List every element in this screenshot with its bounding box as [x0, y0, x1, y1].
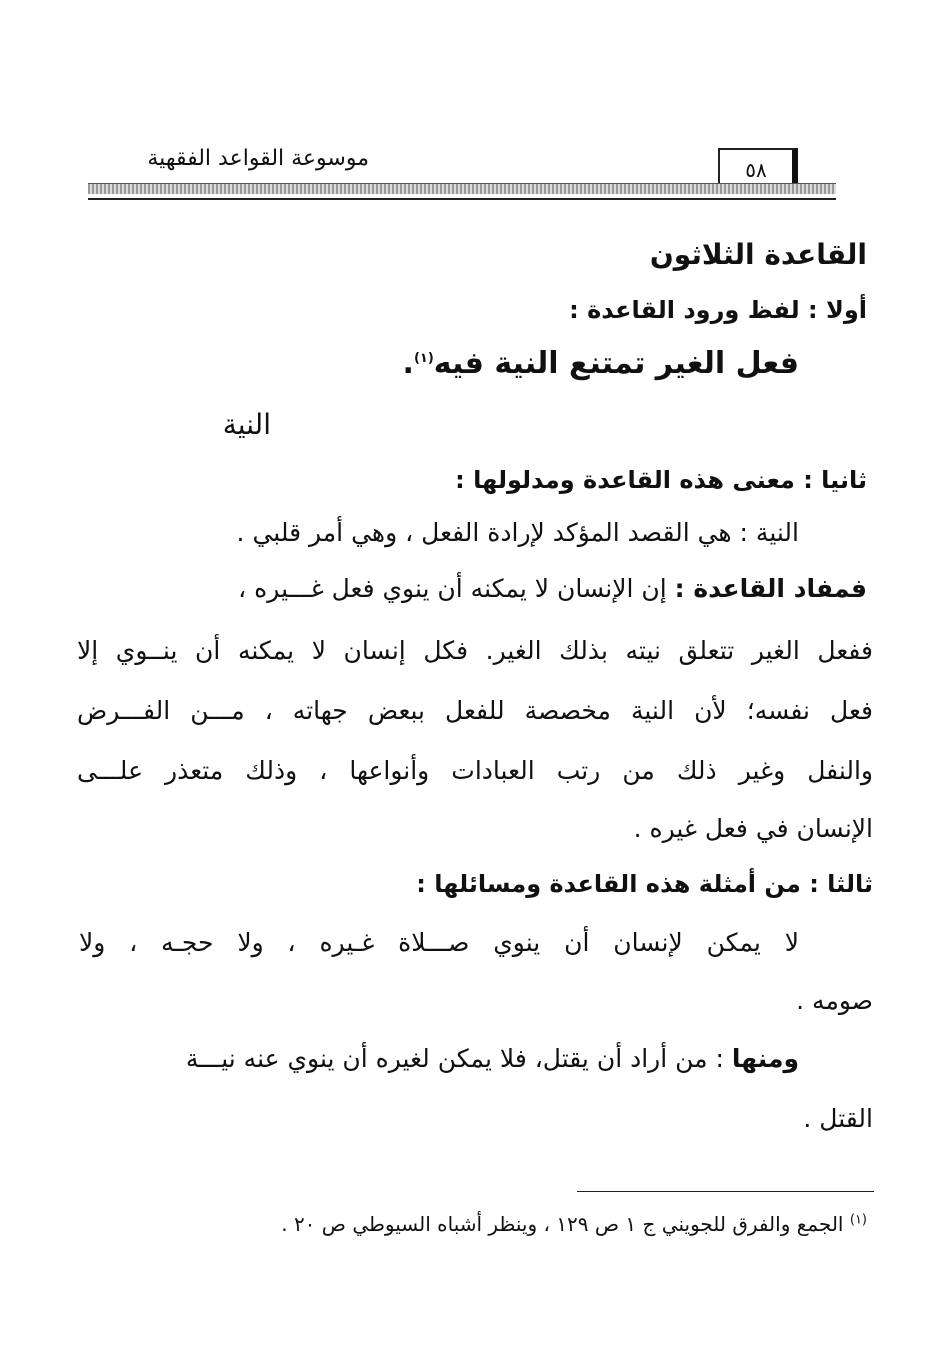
header-rule	[88, 198, 836, 200]
example-line: صومه .	[796, 986, 873, 1015]
niyya-definition: النية : هي القصد المؤكد لإرادة الفعل ، وهي أمر قلبي .	[236, 518, 799, 547]
mufad-line	[179, 574, 867, 603]
mufad-text: إن الإنسان لا يمكنه أن ينوي فعل غـــيره ،	[238, 574, 667, 603]
footnote-ref: (١)	[413, 351, 434, 366]
page-number: ٥٨	[745, 158, 767, 182]
mufad-label: فمفاد القاعدة :	[674, 574, 867, 603]
section-heading-3: ثالثا : من أمثلة هذه القاعدة ومسائلها :	[416, 870, 873, 898]
paragraph-line: والنفل وغير ذلك من رتب العبادات وأنواعها ، وذلك متعذر علـــى	[77, 756, 873, 785]
paragraph-line: فعل نفسه؛ لأن النية مخصصة للفعل ببعض جهاته ، مـــن الفـــرض	[77, 696, 873, 725]
paragraph-line: الإنسان في فعل غيره .	[633, 814, 873, 843]
example-line: القتل .	[803, 1104, 873, 1133]
rule-text: فعل الغير تمتنع النية فيه	[433, 346, 799, 381]
example-text: : من أراد أن يقتل، فلا يمكن لغيره أن ينوي عنه نيـــة	[185, 1044, 724, 1073]
footnote-mark: (١)	[849, 1212, 867, 1228]
header-decorative-band	[88, 183, 836, 194]
example-line	[79, 1044, 799, 1073]
rule-end: .	[402, 346, 414, 381]
running-header-title: موسوعة القواعد الفقهية	[147, 146, 369, 171]
rule-statement	[403, 346, 799, 381]
section-heading-1: أولا : لفظ ورود القاعدة :	[569, 296, 867, 324]
example-line: لا يمكن لإنسان أن ينوي صـــلاة غـيره ، ولا حجـه ، ولا	[79, 928, 799, 957]
rule-title: القاعدة الثلاثون	[649, 238, 867, 271]
paragraph-line: ففعل الغير تتعلق نيته بذلك الغير. فكل إنسان لا يمكنه أن ينــوي إلا	[77, 636, 873, 665]
footnote-text: الجمع والفرق للجويني ج ١ ص ١٢٩ ، وينظر أشباه السيوطي ص ٢٠ .	[281, 1212, 844, 1236]
footnote	[281, 1212, 867, 1236]
stray-word: النية	[222, 408, 271, 441]
footnote-rule	[577, 1191, 874, 1192]
example-label: ومنها	[731, 1044, 799, 1073]
section-heading-2: ثانيا : معنى هذه القاعدة ومدلولها :	[455, 466, 867, 494]
